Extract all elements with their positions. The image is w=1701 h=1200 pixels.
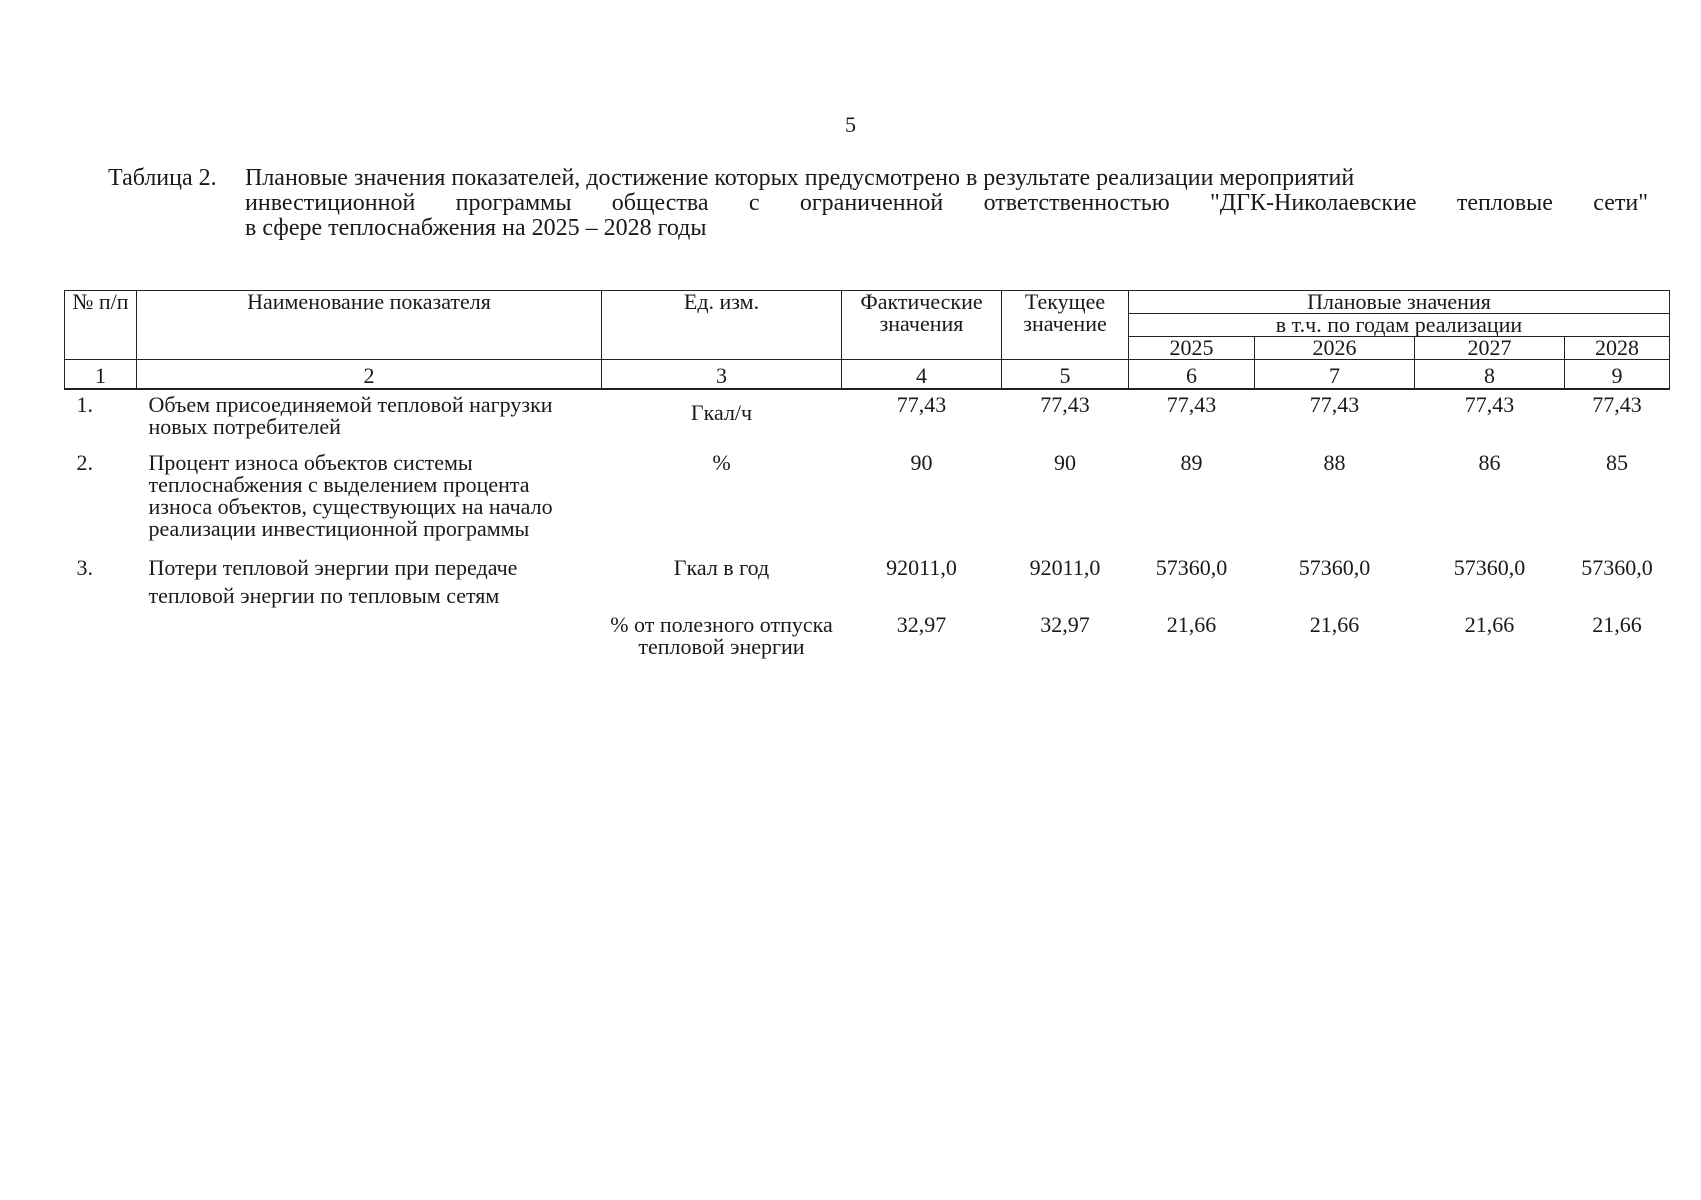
table-row xyxy=(65,550,1670,610)
indicators-table xyxy=(64,290,1670,658)
row-name: Объем присоединяемой тепловой нагрузки новых потребителей xyxy=(148,392,553,439)
table-row xyxy=(65,448,1670,550)
row-actual: 32,97 xyxy=(896,612,947,637)
row-2028: 57360,0 xyxy=(1581,555,1653,580)
row-2028: 85 xyxy=(1606,450,1628,475)
column-number: 3 xyxy=(602,360,842,390)
header-name: Наименование показателя xyxy=(137,291,602,360)
table-row xyxy=(65,389,1670,448)
caption-line-3: в сфере теплоснабжения на 2025 – 2028 годы xyxy=(245,215,707,241)
caption-line-2: инвестиционной программы общества с ограниченной ответственностью "ДГК-Николаевские тепловые сети" xyxy=(245,190,1648,216)
row-2028: 21,66 xyxy=(1592,612,1642,637)
header-year-2027: 2027 xyxy=(1415,337,1565,360)
row-current: 92011,0 xyxy=(1029,555,1101,580)
column-number: 1 xyxy=(65,360,137,390)
row-current: 90 xyxy=(1054,450,1076,475)
row-2027: 57360,0 xyxy=(1453,555,1526,580)
row-name: Потери тепловой энергии при передаче тепловой энергии по тепловым сетям xyxy=(148,555,518,608)
column-number: 5 xyxy=(1002,360,1129,390)
column-number: 9 xyxy=(1565,360,1670,390)
row-num xyxy=(65,610,137,658)
column-number: 8 xyxy=(1415,360,1565,390)
column-number: 2 xyxy=(137,360,602,390)
row-actual: 90 xyxy=(910,450,933,475)
row-name: Процент износа объектов системы теплоснабжения с выделением процента износа объектов, существующих на начало реализации инвестиционной программы xyxy=(148,450,553,541)
caption-line-1: Плановые значения показателей, достижение которых предусмотрено в результате реализации мероприятий xyxy=(245,165,1355,191)
column-number: 7 xyxy=(1255,360,1415,390)
row-2027: 21,66 xyxy=(1464,612,1515,637)
row-unit: % xyxy=(712,450,731,475)
row-2026: 57360,0 xyxy=(1298,555,1371,580)
row-current: 77,43 xyxy=(1040,392,1090,417)
row-num: 1. xyxy=(76,392,93,417)
table-caption xyxy=(108,166,1648,241)
row-current: 32,97 xyxy=(1040,612,1090,637)
caption-lead: Таблица 2. xyxy=(108,165,217,191)
row-num: 2. xyxy=(76,450,93,475)
row-actual: 92011,0 xyxy=(886,555,957,580)
row-unit: Гкал в год xyxy=(673,555,770,580)
column-numbers-row xyxy=(65,360,1670,390)
header-unit: Ед. изм. xyxy=(602,291,842,360)
row-2026: 88 xyxy=(1323,450,1346,475)
header-actual: Фактические значения xyxy=(842,291,1002,360)
header-num: № п/п xyxy=(65,291,137,360)
row-2025: 77,43 xyxy=(1166,392,1217,417)
row-unit: % от полезного отпуска тепловой энергии xyxy=(610,612,833,659)
row-2027: 77,43 xyxy=(1464,392,1515,417)
row-unit: Гкал/ч xyxy=(690,400,753,425)
table-row xyxy=(65,610,1670,658)
page-number: 5 xyxy=(845,112,856,137)
row-2025: 21,66 xyxy=(1166,612,1217,637)
header-current: Текущее значение xyxy=(1002,291,1129,360)
column-number: 6 xyxy=(1129,360,1255,390)
header-year-2028: 2028 xyxy=(1565,337,1670,360)
row-num: 3. xyxy=(76,555,93,580)
header-year-2026: 2026 xyxy=(1255,337,1415,360)
row-2025: 89 xyxy=(1180,450,1203,475)
row-2027: 86 xyxy=(1478,450,1501,475)
header-planned: Плановые значения xyxy=(1129,291,1670,314)
row-2026: 77,43 xyxy=(1309,392,1360,417)
row-2028: 77,43 xyxy=(1592,392,1642,417)
column-number: 4 xyxy=(842,360,1002,390)
header-year-2025: 2025 xyxy=(1129,337,1255,360)
header-by-years: в т.ч. по годам реализации xyxy=(1129,314,1670,337)
row-2026: 21,66 xyxy=(1309,612,1360,637)
row-actual: 77,43 xyxy=(896,392,947,417)
row-name xyxy=(137,610,602,658)
caption-body xyxy=(245,166,1648,241)
row-2025: 57360,0 xyxy=(1155,555,1228,580)
